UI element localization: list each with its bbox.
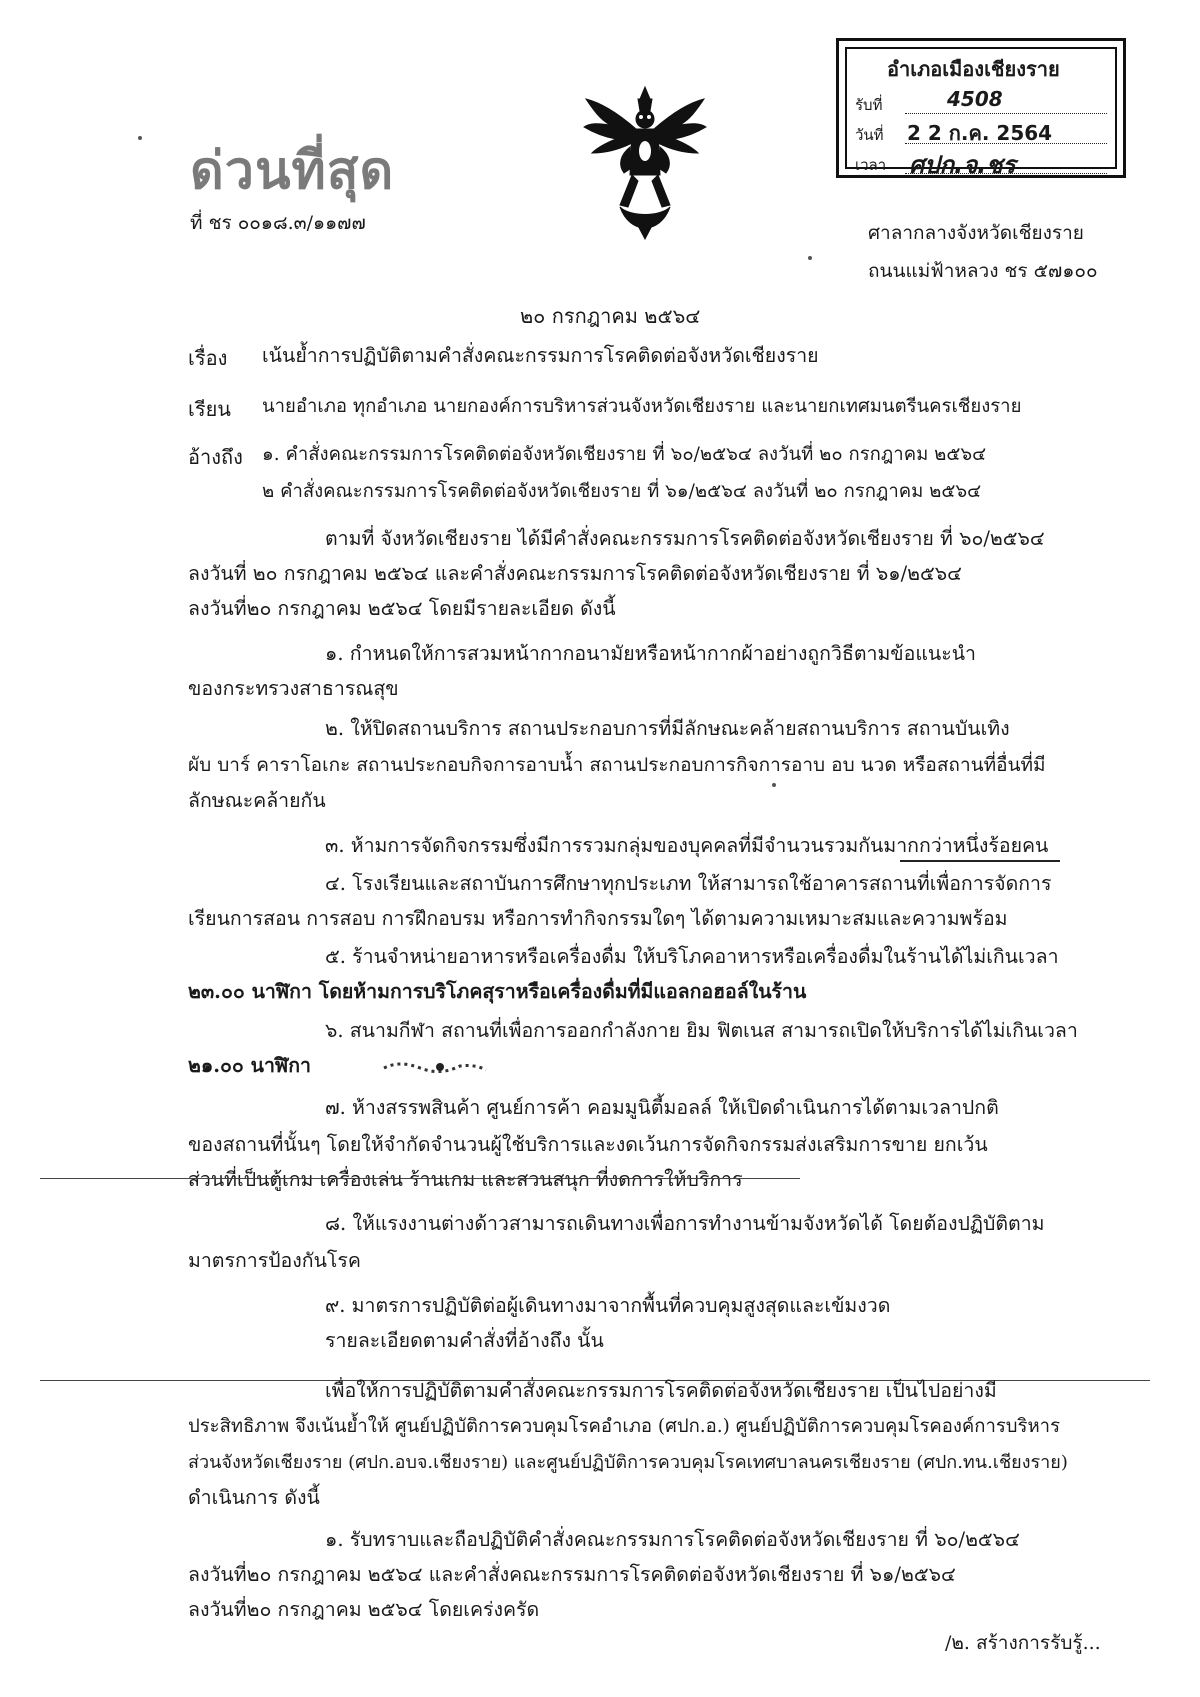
stamp-receive-number: 4508: [947, 87, 1003, 111]
scan-speck: [808, 256, 812, 260]
stamp-date-label: วันที่: [855, 126, 884, 144]
ink-smudge-icon: [380, 1056, 490, 1078]
measure-line: ของสถานที่นั้นๆ โดยให้จำกัดจำนวนผู้ใช้บริการและงดเว้นการจัดกิจกรรมส่งเสริมการขาย ยกเว้น: [188, 1133, 988, 1156]
sender-office-line2: ถนนแม่ฟ้าหลวง ชร ๕๗๑๐๐: [868, 260, 1098, 282]
measure-line: ผับ บาร์ คาราโอเกะ สถานประกอบกิจการอาบน้ำ สถานประกอบการกิจการอาบ อบ นวด หรือสถานที่อื่นที่มี: [188, 754, 1046, 776]
purpose-line: เพื่อให้การปฏิบัติตามคำสั่งคณะกรรมการโรคติดต่อจังหวัดเชียงราย เป็นไปอย่างมี: [325, 1379, 997, 1402]
stamp-date-value: 2 2 ก.ค. 2564: [907, 121, 1053, 145]
purpose-line: ดำเนินการ ดังนี้: [188, 1486, 320, 1509]
handwritten-underline: [900, 860, 1060, 862]
garuda-emblem-icon: [580, 85, 710, 240]
stamp-office-title: อำเภอเมืองเชียงราย: [887, 57, 1060, 81]
intro-line: ลงวันที่๒๐ กรกฎาคม ๒๕๖๔ โดยมีรายละเอียด ดังนี้: [188, 597, 616, 620]
scan-speck: [138, 136, 142, 140]
subject-label: เรื่อง: [188, 346, 228, 370]
references-label: อ้างถึง: [188, 445, 243, 469]
stamp-receive-line: [905, 113, 1107, 114]
stamp-time-label: เวลา: [855, 156, 887, 174]
measure-line: ๓. ห้ามการจัดกิจกรรมซึ่งมีการรวมกลุ่มของบุคคลที่มีจำนวนรวมกันมากกว่าหนึ่งร้อยคน: [325, 834, 1049, 857]
measure-line: ของกระทรวงสาธารณสุข: [188, 677, 399, 700]
measure-line: ๔. โรงเรียนและสถาบันการศึกษาทุกประเภท ให้สามารถใช้อาคารสถานที่เพื่อการจัดการ: [325, 872, 1052, 895]
intro-line: ตามที่ จังหวัดเชียงราย ได้มีคำสั่งคณะกรรมการโรคติดต่อจังหวัดเชียงราย ที่ ๖๐/๒๕๖๔: [325, 527, 1045, 550]
document-date: ๒๐ กรกฎาคม ๒๕๖๔: [520, 304, 701, 328]
purpose-line: ประสิทธิภาพ จึงเน้นย้ำให้ ศูนย์ปฏิบัติการควบคุมโรคอำเภอ (ศปก.อ.) ศูนย์ปฏิบัติการควบคุมโรคองค์การบริหาร: [188, 1416, 1061, 1437]
document-number: ที่ ชร ๐๐๑๘.๓/๑๑๗๗: [190, 212, 366, 234]
scan-speck: [772, 783, 776, 787]
measure-line: ๒. ให้ปิดสถานบริการ สถานประกอบการที่มีลักษณะคล้ายสถานบริการ สถานบันเทิง: [325, 717, 1010, 740]
measure-line: เรียนการสอน การสอบ การฝึกอบรม หรือการทำกิจกรรมใดๆ ได้ตามความเหมาะสมและความพร้อม: [188, 907, 1008, 930]
measure-line: รายละเอียดตามคำสั่งที่อ้างถึง นั้น: [325, 1329, 604, 1352]
measure-line: ๖. สนามกีฬา สถานที่เพื่อการออกกำลังกาย ยิม ฟิตเนส สามารถเปิดให้บริการได้ไม่เกินเวลา: [325, 1019, 1078, 1042]
measure-line: ลักษณะคล้ายกัน: [188, 789, 326, 812]
action-line: ๑. รับทราบและถือปฏิบัติคำสั่งคณะกรรมการโรคติดต่อจังหวัดเชียงราย ที่ ๖๐/๒๕๖๔: [325, 1528, 1020, 1551]
measure-line: มาตรการป้องกันโรค: [188, 1249, 361, 1272]
measure-line: ๒๓.๐๐ นาฬิกา โดยห้ามการบริโภคสุราหรือเครื่องดื่มที่มีแอลกอฮอล์ในร้าน: [188, 980, 807, 1003]
reference-item: ๑. คำสั่งคณะกรรมการโรคติดต่อจังหวัดเชียงราย ที่ ๖๐/๒๕๖๔ ลงวันที่ ๒๐ กรกฎาคม ๒๕๖๔: [262, 444, 987, 465]
measure-line: ๘. ให้แรงงานต่างด้าวสามารถเดินทางเพื่อการทำงานข้ามจังหวัดได้ โดยต้องปฏิบัติตาม: [325, 1212, 1045, 1235]
measure-line: ๒๑.๐๐ นาฬิกา: [188, 1054, 311, 1077]
recipient-text: นายอำเภอ ทุกอำเภอ นายกองค์การบริหารส่วนจังหวัดเชียงราย และนายกเทศมนตรีนครเชียงราย: [262, 396, 1022, 417]
receipt-stamp: [836, 38, 1126, 178]
reference-item: ๒ คำสั่งคณะกรรมการโรคติดต่อจังหวัดเชียงราย ที่ ๖๑/๒๕๖๔ ลงวันที่ ๒๐ กรกฎาคม ๒๕๖๔: [262, 481, 982, 502]
action-line: ลงวันที่๒๐ กรกฎาคม ๒๕๖๔ และคำสั่งคณะกรรมการโรคติดต่อจังหวัดเชียงราย ที่ ๖๑/๒๕๖๔: [188, 1563, 956, 1586]
urgency-heading: ด่วนที่สุด: [190, 141, 395, 201]
stamp-receive-label: รับที่: [855, 96, 883, 114]
measure-line: ๕. ร้านจำหน่ายอาหารหรือเครื่องดื่ม ให้บริโภคอาหารหรือเครื่องดื่มในร้านได้ไม่เกินเวลา: [325, 945, 1059, 968]
intro-line: ลงวันที่ ๒๐ กรกฎาคม ๒๕๖๔ และคำสั่งคณะกรรมการโรคติดต่อจังหวัดเชียงราย ที่ ๖๑/๒๕๖๔: [188, 562, 962, 585]
purpose-line: ส่วนจังหวัดเชียงราย (ศปก.อบจ.เชียงราย) และศูนย์ปฏิบัติการควบคุมโรคเทศบาลนครเชียงราย (ศปก.ทน.เชียงราย): [188, 1452, 1068, 1473]
stamp-time-value: ศปก.จ.ชร: [909, 151, 1016, 179]
measure-line: ๑. กำหนดให้การสวมหน้ากากอนามัยหรือหน้ากากผ้าอย่างถูกวิธีตามข้อแนะนำ: [325, 642, 977, 665]
measure-line: ส่วนที่เป็นตู้เกม เครื่องเล่น ร้านเกม และสวนสนุก ที่งดการให้บริการ: [188, 1168, 743, 1191]
action-line: ลงวันที่๒๐ กรกฎาคม ๒๕๖๔ โดยเคร่งครัด: [188, 1598, 540, 1621]
sender-office-line1: ศาลากลางจังหวัดเชียงราย: [868, 222, 1084, 244]
scan-artifact-line: [40, 1178, 800, 1179]
measure-line: ๗. ห้างสรรพสินค้า ศูนย์การค้า คอมมูนิตี้มอลล์ ให้เปิดดำเนินการได้ตามเวลาปกติ: [325, 1096, 999, 1119]
measure-line: ๙. มาตรการปฏิบัติต่อผู้เดินทางมาจากพื้นที่ควบคุมสูงสุดและเข้มงวด: [325, 1294, 891, 1317]
recipient-label: เรียน: [188, 397, 231, 421]
subject-text: เน้นย้ำการปฏิบัติตามคำสั่งคณะกรรมการโรคติดต่อจังหวัดเชียงราย: [262, 344, 819, 367]
continuation-note: /๒. สร้างการรับรู้...: [945, 1632, 1101, 1654]
